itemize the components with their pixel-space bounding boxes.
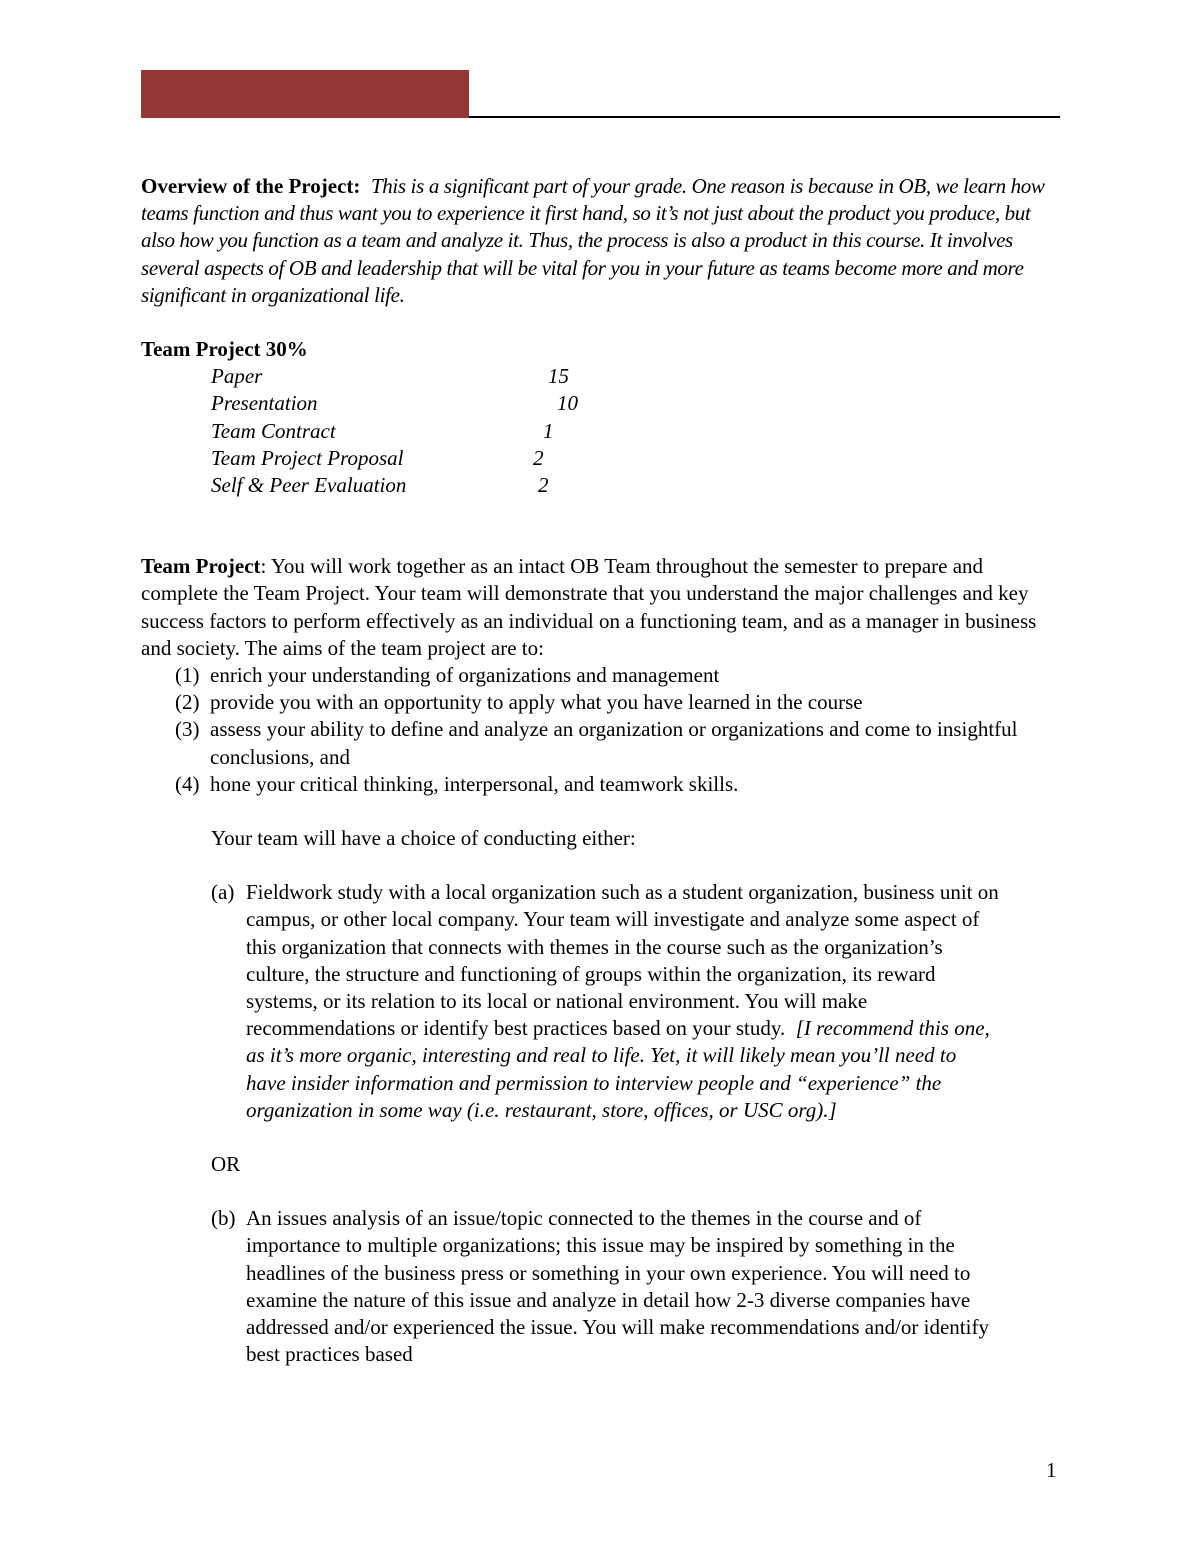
overview-paragraph — [141, 173, 1061, 309]
option-a — [211, 879, 1001, 1124]
grade-item-value: 15 — [548, 364, 569, 389]
grade-breakdown — [211, 363, 1061, 499]
aims-list — [175, 662, 1061, 798]
grade-item-label: Self & Peer Evaluation — [211, 472, 407, 497]
aim-text: provide you with an opportunity to apply what you have learned in the course — [210, 690, 863, 715]
grade-item-value: 2 — [533, 445, 544, 470]
option-text: Fieldwork study with a local organization such as a student organization, business unit on campus, or other local company. Your team will investigate and analyze some aspect of this organization that connects with themes in the course such as the organization’s culture, the structure and functioning of groups within the organization, its reward systems, or its relation to its local or national environment. You will make recommendations or identify best practices based on your study. — [246, 880, 999, 1041]
grade-item-label: Team Project Proposal — [211, 445, 404, 470]
list-item — [175, 771, 1061, 798]
grade-item-value: 1 — [543, 418, 554, 443]
choice-intro: Your team will have a choice of conducting either: — [211, 825, 636, 850]
grade-item-label: Team Contract — [211, 418, 336, 443]
page-number: 1 — [1046, 1458, 1057, 1482]
grade-item-label: Presentation — [211, 391, 318, 416]
aim-text: assess your ability to define and analyze an organization or organizations and come to insightful conclusions, and — [210, 717, 1018, 769]
option-body — [246, 879, 1001, 1124]
grade-title: Team Project 30% — [141, 337, 308, 362]
document-body — [141, 173, 1061, 1368]
grade-item-label: Paper — [211, 364, 263, 389]
team-project-paragraph — [141, 553, 1061, 662]
option-label: (a) — [211, 880, 235, 905]
grade-item-value: 2 — [538, 472, 549, 497]
grade-row — [211, 390, 1061, 417]
aim-number: (4) — [175, 771, 200, 796]
header-rule — [469, 116, 1060, 118]
grade-row — [211, 472, 1061, 499]
option-label: (b) — [211, 1206, 236, 1231]
aim-number: (2) — [175, 690, 200, 715]
option-note: [I recommend this one, as it’s more organic, interesting and real to life. Yet, it will likely mean you’ll need to have insider information and permission to interview people and “experience” the organization in some way (i.e. restaurant, store, offices, or USC org).] — [246, 1016, 990, 1122]
overview-label: Overview of the Project: — [141, 174, 361, 198]
list-item — [175, 689, 1061, 716]
aim-number: (1) — [175, 662, 200, 687]
aim-text: enrich your understanding of organizations and management — [210, 662, 720, 687]
grade-row — [211, 363, 1061, 390]
aim-number: (3) — [175, 717, 200, 742]
header-accent-bar — [141, 70, 469, 118]
list-item — [175, 716, 1061, 770]
overview-text: This is a significant part of your grade. One reason is because in OB, we learn how teams function and thus want you to experience it first hand, so it’s not just about the product you produce, but also how you function as a team and analyze it. Thus, the process is also a product in this course. It involves several aspects of OB and leadership that will be vital for you in your future as teams become more and more significant in organizational life. — [141, 174, 1045, 307]
grade-item-value: 10 — [557, 391, 578, 416]
team-project-label: Team Project — [141, 554, 261, 579]
or-separator: OR — [211, 1152, 241, 1177]
aim-text: hone your critical thinking, interpersonal, and teamwork skills. — [210, 771, 739, 796]
grade-row — [211, 418, 1061, 445]
team-project-text: : You will work together as an intact OB Team throughout the semester to prepare and complete the Team Project. Your team will demonstrate that you understand the major challenges and key success factors to perform effectively as an individual on a functioning team, and as a manager in business and society. The aims of the team project are to: — [141, 554, 1037, 660]
option-text: An issues analysis of an issue/topic connected to the themes in the course and of importance to multiple organizations; this issue may be inspired by something in the headlines of the business press or something in your own experience. You will need to examine the nature of this issue and analyze in detail how 2-3 diverse companies have addressed and/or experienced the issue. You will make recommendations and/or identify best practices based — [246, 1206, 989, 1367]
grade-row — [211, 445, 1061, 472]
option-b — [211, 1205, 1001, 1368]
list-item — [175, 662, 1061, 689]
